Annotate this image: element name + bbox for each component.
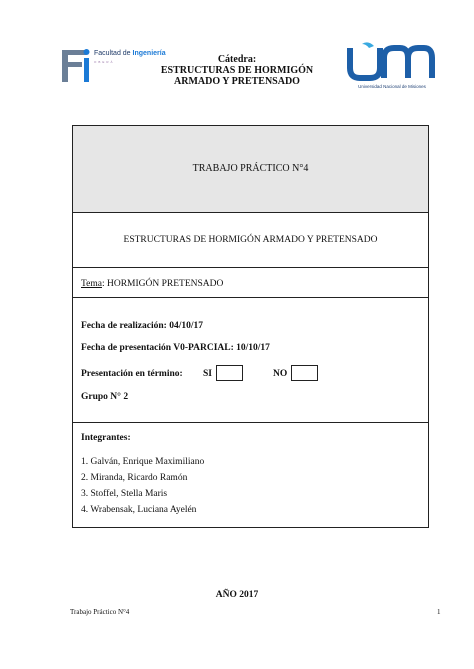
tema-label: Tema — [81, 279, 102, 289]
faculty-name — [94, 50, 166, 58]
footer-title: Trabajo Práctico N°4 — [70, 608, 130, 616]
year-label: AÑO 2017 — [215, 590, 259, 600]
fecha-presentacion: Fecha de presentación V0-PARCIAL: 10/10/17 — [81, 343, 270, 353]
member-item: 1. Galván, Enrique Maximiliano — [81, 457, 205, 467]
catedra-heading — [160, 54, 314, 87]
university-caption: Universidad Nacional de Misiones — [358, 84, 426, 89]
si-label: SI — [203, 369, 212, 379]
subject-title: ESTRUCTURAS DE HORMIGÓN ARMADO Y PRETENSADO — [123, 235, 378, 245]
no-label: NO — [273, 369, 288, 379]
dates-section — [73, 298, 428, 423]
presentacion-label: Presentación en término: — [81, 369, 183, 379]
grupo-label: Grupo N° 2 — [81, 392, 129, 402]
member-item: 3. Stoffel, Stella Maris — [81, 489, 168, 499]
member-item: 2. Miranda, Ricardo Ramón — [81, 473, 188, 483]
title-section — [73, 126, 428, 213]
si-checkbox[interactable] — [216, 365, 243, 381]
tema-line — [81, 279, 223, 289]
team-section — [73, 423, 428, 529]
faculty-prefix: Facultad de — [94, 50, 133, 57]
catedra-line1: ESTRUCTURAS DE HORMIGÓN — [160, 65, 314, 76]
fecha-realizacion: Fecha de realización: 04/10/17 — [81, 321, 203, 331]
catedra-label: Cátedra: — [217, 54, 257, 65]
university-logo — [344, 42, 440, 92]
fi-logo-icon — [60, 46, 90, 86]
tema-section — [73, 268, 428, 298]
cover-card — [72, 125, 429, 528]
page-number: 1 — [437, 608, 441, 616]
faculty-sub: OBERÁ — [94, 60, 115, 64]
integrantes-label: Integrantes: — [81, 433, 131, 443]
subject-section — [73, 213, 428, 268]
no-checkbox[interactable] — [291, 365, 318, 381]
page-header — [0, 0, 474, 110]
practice-title: TRABAJO PRÁCTICO N°4 — [192, 163, 309, 174]
catedra-line2: ARMADO Y PRETENSADO — [174, 76, 300, 87]
unam-logo-icon — [344, 42, 440, 82]
tema-value: : HORMIGÓN PRETENSADO — [101, 279, 224, 289]
faculty-name-bold: Ingeniería — [132, 50, 166, 57]
member-item: 4. Wrabensak, Luciana Ayelén — [81, 505, 197, 515]
